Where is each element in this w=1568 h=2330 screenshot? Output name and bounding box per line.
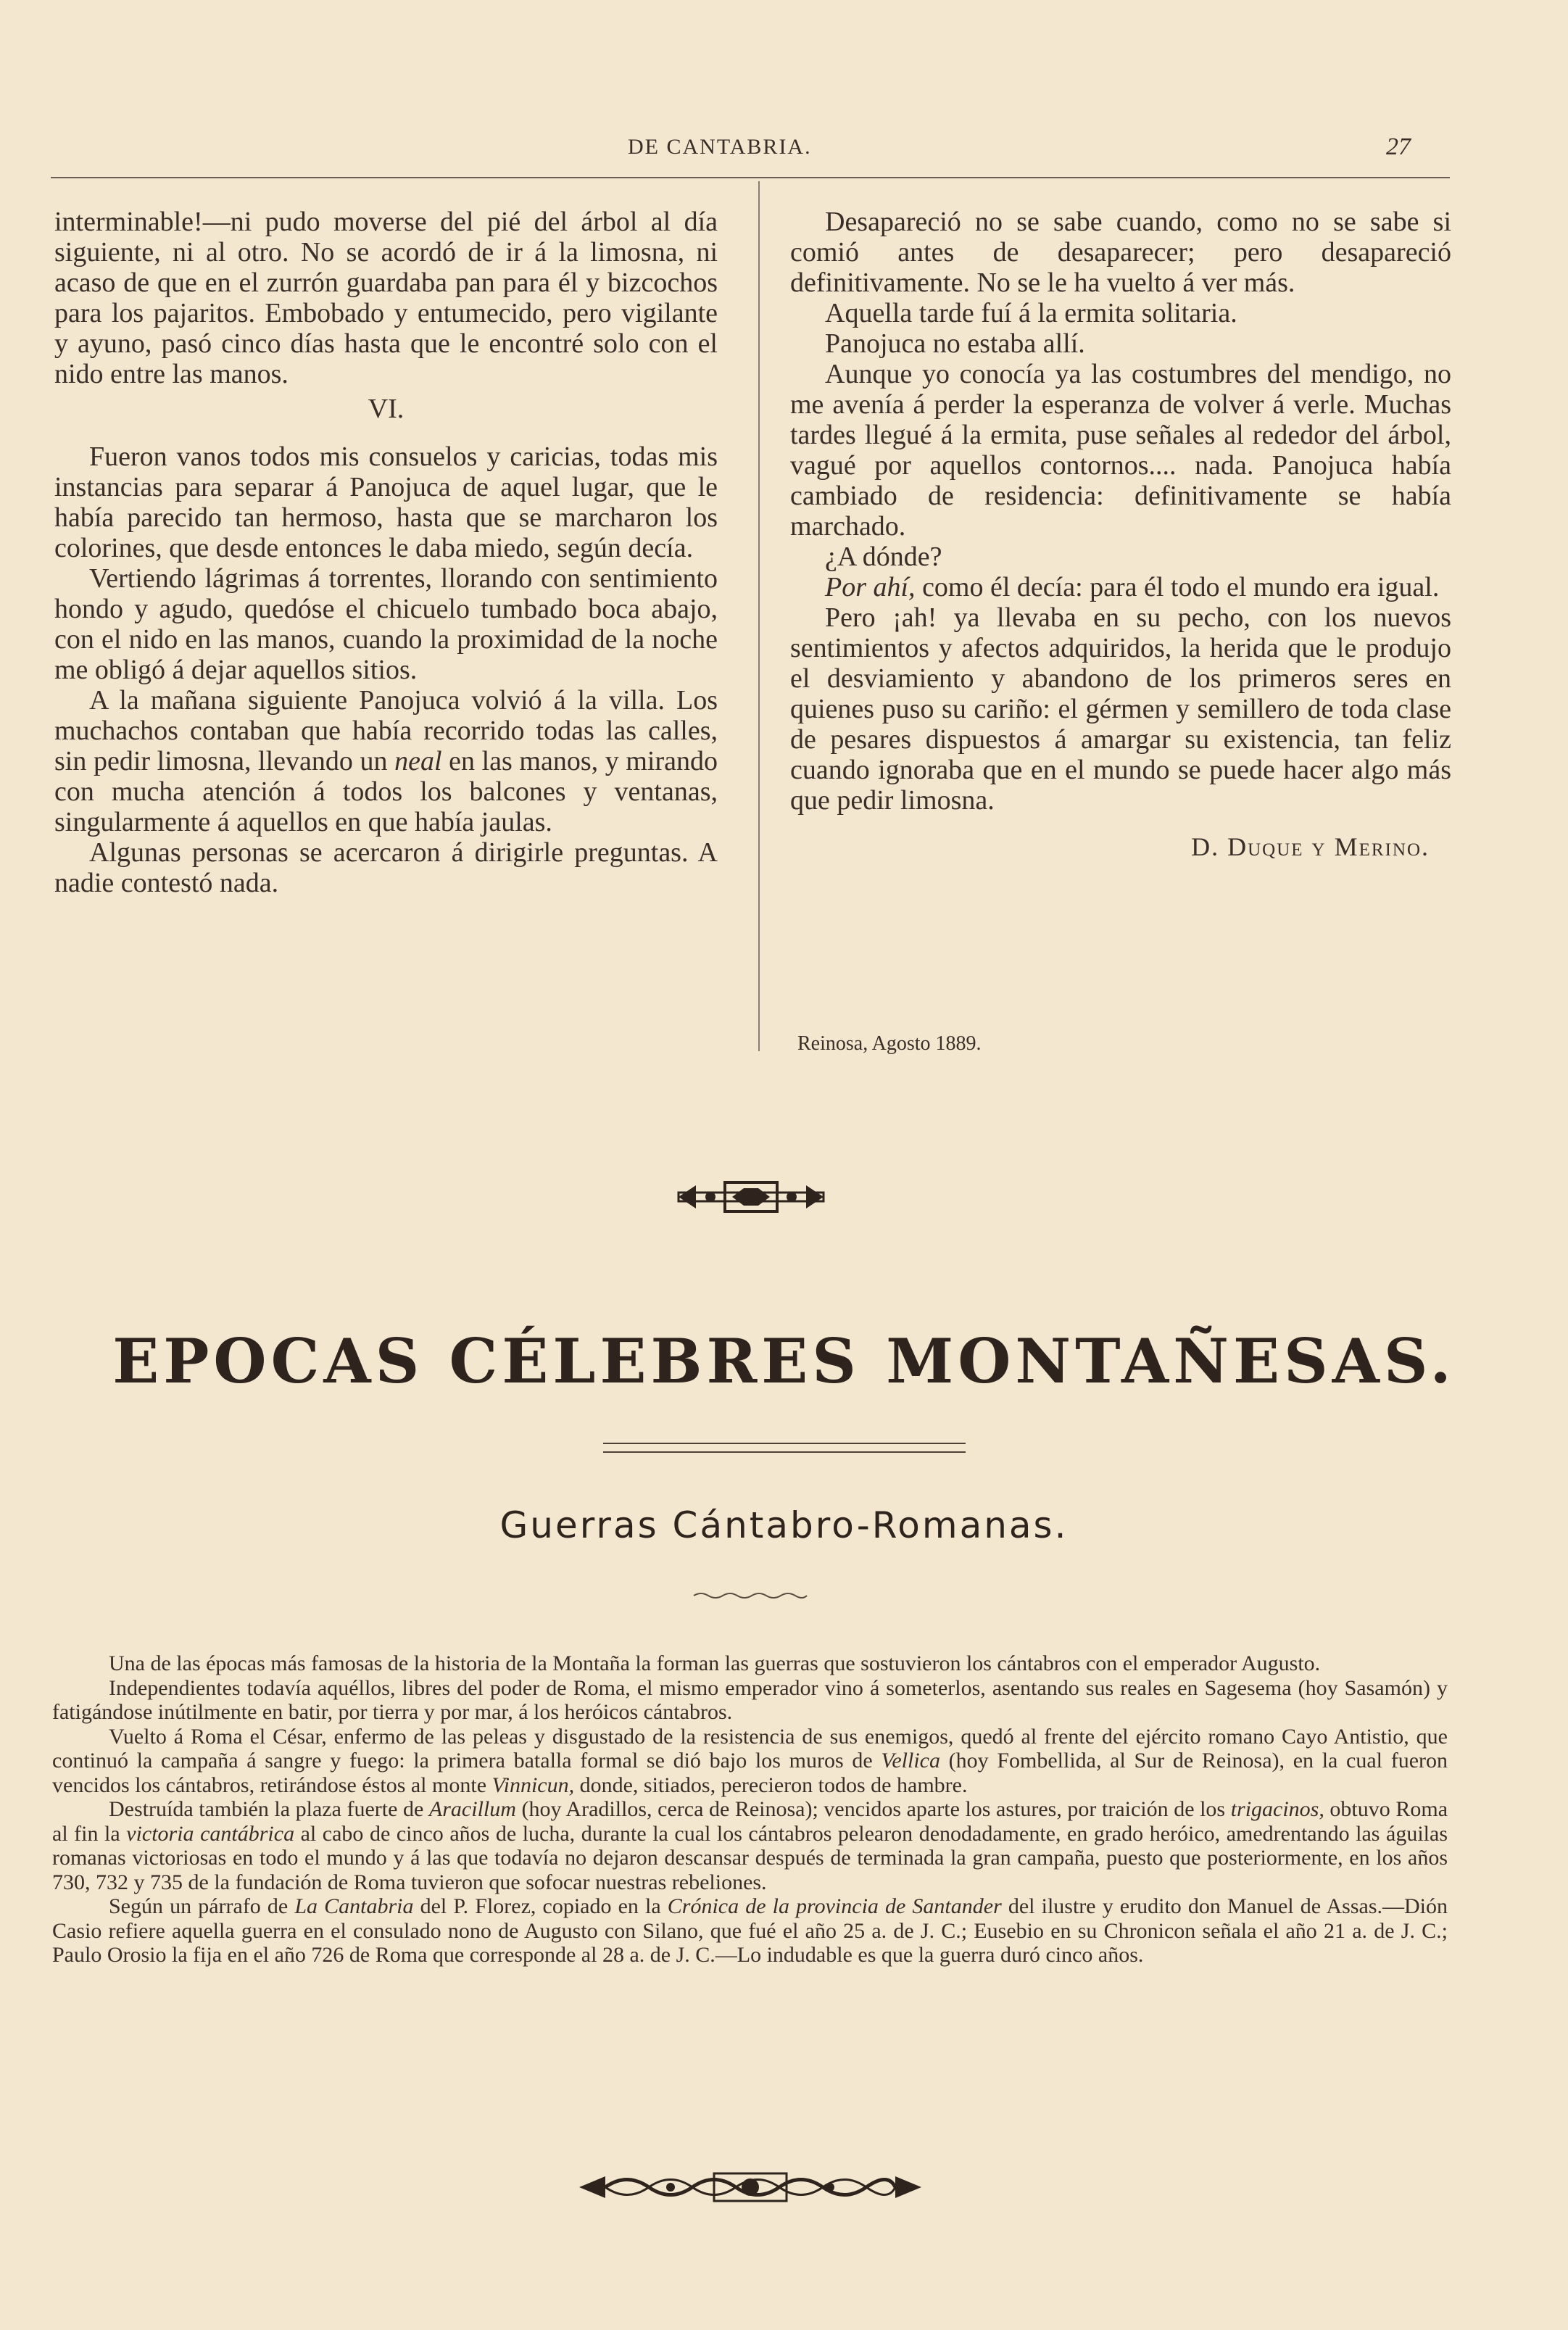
paragraph (52, 1725, 1448, 1798)
column-divider (758, 181, 760, 1051)
italic-title: Crónica de la provincia de Santander (667, 1894, 1002, 1918)
paragraph: Algunas personas se acercaron á dirigirle preguntas. A nadie contestó nada. (54, 837, 718, 898)
paragraph: Vertiendo lágrimas á torrentes, llorando con sentimiento hondo y agudo, quedóse el chicuelo tumbado boca abajo, con el nido en las manos, cuando la proximidad de la noche me obligó á dejar aquellos sitios. (54, 563, 718, 685)
section-numeral: VI. (368, 394, 405, 424)
text-run: del P. Florez, copiado en la (413, 1894, 668, 1918)
text-run: Destruída también la plaza fuerte de (109, 1797, 429, 1821)
paragraph (54, 685, 718, 837)
italic-word: trigacinos, (1230, 1797, 1324, 1821)
right-column (790, 207, 1451, 862)
page-number: 27 (1386, 133, 1411, 160)
paragraph: Pero ¡ah! ya llevaba en su pecho, con los nuevos sentimientos y afectos adquiridos, la herida que le produjo el desviamiento y abandono de los primeros seres en quienes puso su cariño: el gérmen y semillero de toda clase de pesares dispuestos á amargar su existencia, tan feliz cuando ignoraba que en el mundo se puede hacer algo más que pedir limosna. (790, 602, 1451, 816)
text-run: (hoy Fombellida, al Sur de Reinosa), en la cual fueron vencidos los cántabros, retirándose éstos al monte (52, 1749, 1448, 1797)
paragraph (52, 1894, 1448, 1968)
paragraph: Aquella tarde fuí á la ermita solitaria. (825, 298, 1237, 328)
italic-word: Vellica (881, 1749, 940, 1773)
ornament-divider-icon (674, 1178, 828, 1216)
paragraph: Una de las épocas más famosas de la historia de la Montaña la forman las guerras que sostuvieron los cántabros con el emperador Augusto. (109, 1651, 1321, 1675)
italic-word: neal (394, 746, 442, 776)
section-subtitle: Guerras Cántabro-Romanas. (499, 1504, 1069, 1546)
text-run: donde, sitiados, perecieron todos de hambre. (574, 1773, 968, 1797)
text-run: del ilustre y erudito don Manuel de Assas.—Dión Casio refiere aquella guerra en el consulado nono de Augusto con Silano, que fué el año 25 a. de J. C.; Eusebio en su Chronicon señala el año 21 a. de J. C.; Paulo Orosio la fija en el año 726 de Roma que corresponde al 28 a. de J. C.—Lo indudable es que la guerra duró cinco años. (52, 1894, 1448, 1967)
italic-phrase: victoria cantábrica (126, 1821, 295, 1846)
running-header (0, 135, 1568, 164)
ornament-tailpiece-icon (576, 2168, 924, 2207)
text-run: A la mañana siguiente Panojuca volvió á la villa. Los muchachos contaban que había recorrido todas las calles, sin pedir limosna, llevando un (54, 685, 718, 776)
text-run: (hoy Aradillos, cerca de Reinosa); vencidos aparte los astures, por traición de los (515, 1797, 1231, 1821)
text-run: en las manos, y mirando con mucha atención á todos los balcones y ventanas, singularmente á aquellos en que había jaulas. (54, 746, 718, 837)
paragraph (52, 1797, 1448, 1894)
essay (52, 1651, 1448, 1968)
italic-phrase: Por ahí, (825, 572, 916, 602)
left-column (54, 207, 718, 898)
running-title: DE CANTABRIA. (628, 135, 812, 159)
dateline: Reinosa, Agosto 1889. (797, 1032, 982, 1055)
header-rule (51, 177, 1450, 178)
paragraph (790, 572, 1451, 602)
title-rule (603, 1443, 966, 1453)
swash-divider-icon (692, 1591, 808, 1600)
italic-title: La Cantabria (294, 1894, 414, 1918)
text-run: obtuvo Roma al fin la (52, 1797, 1448, 1846)
italic-word: Aracillum (428, 1797, 516, 1821)
paragraph: Panojuca no estaba allí. (825, 328, 1085, 359)
paragraph: Desapareció no se sabe cuando, como no se sabe si comió antes de desaparecer; pero desapareció definitivamente. No se le ha vuelto á ver más. (790, 207, 1451, 298)
italic-word: Vinnicun, (491, 1773, 575, 1797)
paragraph: interminable!—ni pudo moverse del pié del árbol al día siguiente, ni al otro. No se acordó de ir á la limosna, ni acaso de que en el zurrón guardaba pan para él y bizcochos para los pajaritos. Embobado y entumecido, pero vigilante y ayuno, pasó cinco días hasta que le encontré solo con el nido entre las manos. (54, 207, 718, 389)
paragraph: Independientes todavía aquéllos, libres del poder de Roma, el mismo emperador vino á someterlos, asentando sus reales en Sagesema (hoy Sasamón) y fatigándose inútilmente en batir, por tierra y por mar, á los heróicos cántabros. (52, 1675, 1448, 1724)
text-run: Vuelto á Roma el César, enfermo de las peleas y disgustado de la resistencia de sus enemigos, quedó al frente del ejército romano Cayo Antistio, que continuó la campaña á sangre y fuego: la primera batalla formal se dió bajo los muros de (52, 1724, 1448, 1773)
paragraph: ¿A dónde? (825, 542, 942, 572)
paragraph: Aunque yo conocía ya las costumbres del mendigo, no me avenía á perder la esperanza de volver á verle. Muchas tardes llegué á la ermita, puse señales al rededor del árbol, vagué por aquellos contornos.... nada. Panojuca había cambiado de residencia: definitivamente se había marchado. (790, 359, 1451, 542)
text-run: Según un párrafo de (109, 1894, 295, 1918)
text-run: como él decía: para él todo el mundo era igual. (915, 572, 1440, 602)
author-signature: D. Duque y Merino. (1191, 832, 1430, 861)
paragraph: Fueron vanos todos mis consuelos y caricias, todas mis instancias para separar á Panojuca de aquel lugar, que le había parecido tan hermoso, hasta que se marcharon los colorines, que desde entonces le daba miedo, según decía. (54, 441, 718, 563)
section-title: EPOCAS CÉLEBRES MONTAÑESAS. (112, 1325, 1456, 1397)
text-run: al cabo de cinco años de lucha, durante la cual los cántabros pelearon denodadamente, en grado heróico, amedrentando las águilas romanas victoriosas en todo el mundo y á las que todavía no dejaron descansar después de terminada la gran campaña, puesto que posteriormente, en los años 730, 732 y 735 de la fundación de Roma tuvieron que sofocar nuestras rebeliones. (52, 1821, 1448, 1894)
